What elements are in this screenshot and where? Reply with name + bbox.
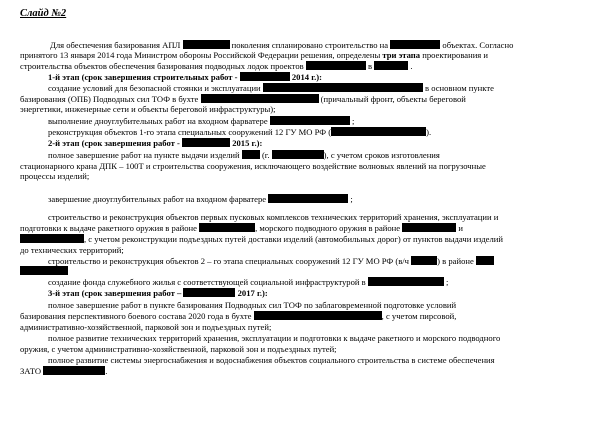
s1-item1-b: в основном пункте	[424, 83, 494, 93]
redaction-bar	[43, 366, 108, 376]
s2-item3-line2	[20, 223, 463, 233]
redaction-bar	[20, 266, 68, 275]
s2-item3-line3	[20, 234, 503, 244]
s2-item5-text: создание фонда служебного жилья с соответствующей социальной инфраструктурой в	[48, 277, 366, 287]
accepted-line: принятого 13 января 2014 года Министром обороны Российской Федерации решения, определены	[20, 50, 381, 60]
stage2-heading-a: 2-й этап (срок завершения работ -	[48, 138, 180, 148]
redaction-bar	[242, 150, 260, 159]
s1-item1-line1	[48, 83, 494, 93]
redaction-bar	[306, 61, 366, 70]
s3-item3-l2: ЗАТО	[20, 366, 42, 376]
intro-text-b: поколения спланировано строительство на	[231, 40, 389, 50]
redaction-bar	[272, 150, 324, 159]
s3-item1-line1: полное завершение работ в пункте базирования Подводных сил ТОФ по заблаговременной подготовке условий	[48, 300, 457, 310]
redaction-bar	[254, 311, 382, 320]
s3-item1-l2b: , с учетом пирсовой,	[381, 311, 457, 321]
redaction-bar	[201, 94, 319, 103]
intro-text-a: Для обеспечения базирования АПЛ	[50, 40, 181, 50]
s1-item1-line3: энергетики, инженерные сети и объекты береговой инфраструктуры);	[20, 104, 276, 114]
s3-item2-line1: полное развитие технических территорий хранения, эксплуатации и подготовки к выдаче ракетного и морского подводного	[48, 333, 501, 343]
redaction-bar	[374, 61, 408, 70]
redaction-bar	[270, 116, 350, 125]
s2-item4-a: строительство и реконструкция объектов 2 – го этапа специальных сооружений 12 ГУ МО РФ (в/ч	[48, 256, 409, 266]
s2-item3-line1: строительство и реконструкция объектов первых пусковых комплексов технических территорий хранения, эксплуатации и	[48, 212, 499, 222]
s2-item4-b: ) в районе	[437, 256, 474, 266]
intro-line-2	[20, 50, 488, 60]
s1-item1-l2b: (причальный фронт, объекты береговой	[320, 94, 466, 104]
intro-line-3	[20, 61, 413, 71]
redaction-bar	[182, 138, 230, 147]
semicolon: ;	[351, 116, 355, 126]
s2-item1-a: полное завершение работ на пункте выдачи изделий	[48, 150, 240, 160]
s1-item1-line2	[20, 94, 466, 104]
in-word: в	[367, 61, 373, 71]
stage1-heading-a: 1-й этап (срок завершения строительных работ -	[48, 72, 238, 82]
s2-item1-line3: процессы изделий;	[20, 171, 90, 181]
s3-item1-line3: административно-хозяйственной, парковой зон и подъездных путей;	[20, 322, 272, 332]
period: .	[105, 366, 108, 376]
s2-item1-line1	[48, 150, 440, 160]
stage2-heading	[48, 138, 262, 148]
redaction-bar	[411, 256, 437, 265]
stage3-heading-b: 2017 г.):	[237, 288, 268, 298]
s1-item3	[48, 127, 431, 137]
stage3-heading-a: 3-й этап (срок завершения работ –	[48, 288, 182, 298]
redaction-bar	[268, 194, 348, 203]
close-paren-period: ).	[426, 127, 432, 137]
period: .	[410, 61, 413, 71]
s3-item3-line1: полное развитие системы энергоснабжения и водоснабжения объектов социального строительства в системе обеспечения	[48, 355, 495, 365]
s3-item2-line2: оружия, с учетом административно-хозяйственной, парковой зон и подъездных путей;	[20, 344, 337, 354]
s2-item3-l3: , с учетом реконструкции подъездных путей доставки изделий (автомобильных дорог) от пунктов выдачи изделий	[84, 234, 503, 244]
redaction-bar	[183, 288, 235, 297]
stage2-heading-b: 2015 г.):	[232, 138, 263, 148]
s2-item1-b: (г.	[261, 150, 270, 160]
s2-item1-line2: стационарного крана ДПК – 100Т и строительства сооружения, исключающего воздействие волновых явлений на погрузочные	[20, 161, 486, 171]
semicolon: ;	[446, 277, 449, 287]
s3-item3-line2	[20, 366, 107, 376]
redaction-bar	[402, 223, 456, 232]
construction-line: строительства объектов обеспечения базирования подводных лодок проектов	[20, 61, 304, 71]
s2-item2-text: завершение дноуглубительных работ на входном фарватере	[48, 194, 267, 204]
intro-text-c: объектах. Согласно	[442, 40, 514, 50]
redaction-bar	[20, 234, 84, 243]
redaction-bar	[263, 83, 423, 92]
stage1-heading	[48, 72, 322, 82]
s2-item3-line4: до технических территорий;	[20, 245, 124, 255]
redaction-bar	[368, 277, 444, 286]
slide-title: Слайд №2	[20, 8, 67, 19]
s1-item2	[48, 116, 354, 126]
redaction-bar	[331, 127, 426, 136]
redaction-bar	[476, 256, 494, 265]
s2-item5	[48, 277, 448, 287]
redaction-bar	[199, 223, 255, 232]
accepted-tail: проектирования и	[422, 50, 488, 60]
semicolon: ;	[350, 194, 353, 204]
s2-item3-l2b: , морского подводного оружия в районе	[255, 223, 401, 233]
three-stages-text: три этапа	[382, 50, 421, 60]
s2-item4-line2	[20, 266, 68, 276]
redaction-bar	[183, 40, 230, 49]
stage1-heading-b: 2014 г.):	[291, 72, 322, 82]
s1-item1-a: создание условий для безопасной стоянки и эксплуатации	[48, 83, 261, 93]
intro-line-1	[50, 40, 513, 50]
redaction-bar	[240, 72, 290, 81]
stage3-heading	[48, 288, 268, 298]
s1-item3-text: реконструкция объектов 1-го этапа специальных сооружений 12 ГУ МО РФ (	[48, 127, 332, 137]
s1-item1-l2a: базирования (ОПБ) Подводных сил ТОФ в бухте	[20, 94, 199, 104]
s2-item4-line1	[48, 256, 494, 266]
s3-item1-l2a: базирования перспективного боевого состава 2020 года в бухте	[20, 311, 252, 321]
s3-item1-line2	[20, 311, 456, 321]
s2-item2	[48, 194, 353, 204]
s2-item1-c: ), с учетом сроков изготовления	[323, 150, 440, 160]
redaction-bar	[390, 40, 440, 49]
s2-item3-l2a: подготовки к выдаче ракетного оружия в районе	[20, 223, 197, 233]
s2-item3-l2c: и	[458, 223, 463, 233]
s1-item2-text: выполнение дноуглубительных работ на входном фарватере	[48, 116, 268, 126]
